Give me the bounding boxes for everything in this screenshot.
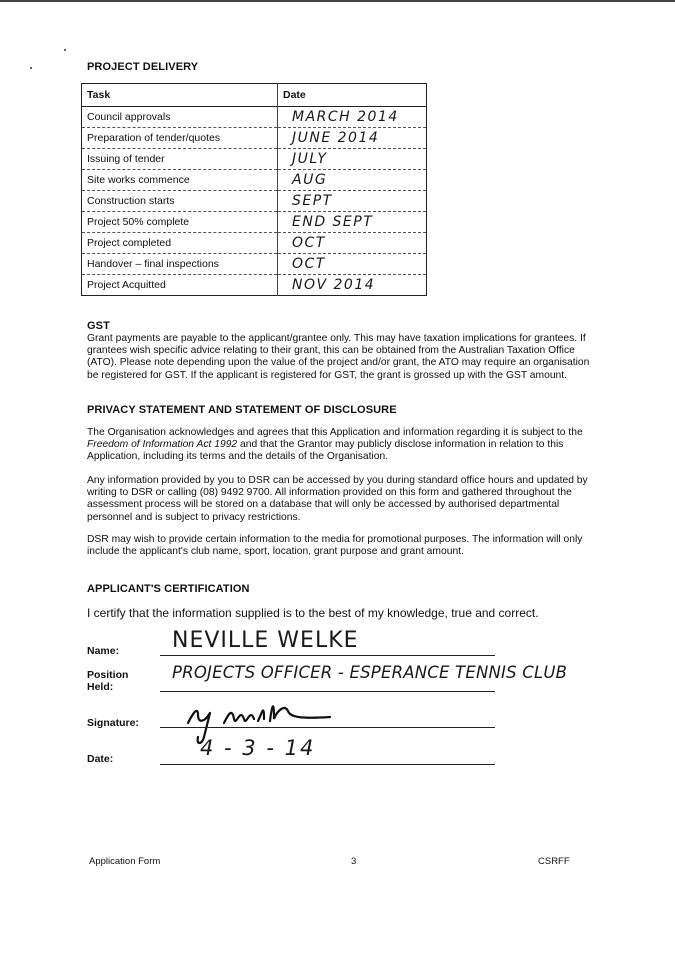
scan-speck xyxy=(64,49,66,51)
date-cell[interactable]: AUG xyxy=(278,170,427,191)
name-underline xyxy=(160,655,495,656)
position-underline xyxy=(160,691,495,692)
table-row xyxy=(82,254,427,275)
privacy-paragraph-2: Any information provided by you to DSR can be accessed by you during standard office hours and updated by writing to DSR or calling (08) 9492 9700. All information provided on this form and gathered throughout the assessment process will be stored on a database that will only be accessed by authorised departmental personnel and is subject to privacy restrictions. xyxy=(87,475,588,523)
task-cell: Project 50% complete xyxy=(82,212,278,233)
date-label: Date: xyxy=(87,753,114,765)
privacy-text: and that the Grantor may publicly disclose information in relation to this Application, including its terms and the details of the Organisation. xyxy=(87,439,564,463)
task-cell: Project Acquitted xyxy=(82,275,278,296)
foi-act-title: Freedom of Information Act 1992 xyxy=(87,439,238,451)
task-cell: Project completed xyxy=(82,233,278,254)
name-value[interactable]: NEVILLE WELKE xyxy=(172,628,359,653)
date-underline xyxy=(160,764,495,765)
task-cell: Site works commence xyxy=(82,170,278,191)
certification-title: APPLICANT'S CERTIFICATION xyxy=(87,583,250,595)
certification-statement: I certify that the information supplied is to the best of my knowledge, true and correct. xyxy=(87,606,539,620)
task-cell: Construction starts xyxy=(82,191,278,212)
footer-page-number: 3 xyxy=(351,856,357,867)
date-cell[interactable]: END SEPT xyxy=(278,212,427,233)
footer-program-code: CSRFF xyxy=(538,856,570,867)
date-cell[interactable]: OCT xyxy=(278,254,427,275)
table-header-row xyxy=(82,84,427,107)
table-row xyxy=(82,107,427,128)
date-cell[interactable]: OCT xyxy=(278,233,427,254)
page-top-border xyxy=(0,0,675,2)
task-cell: Preparation of tender/quotes xyxy=(82,128,278,149)
privacy-text: The Organisation acknowledges and agrees that this Application and information regarding it is subject to the xyxy=(87,427,583,438)
table-row xyxy=(82,233,427,254)
table-row xyxy=(82,191,427,212)
project-delivery-table xyxy=(81,83,427,296)
table-row xyxy=(82,275,427,296)
project-delivery-title: PROJECT DELIVERY xyxy=(87,61,199,73)
privacy-title: PRIVACY STATEMENT AND STATEMENT OF DISCLOSURE xyxy=(87,404,397,416)
date-cell[interactable]: JULY xyxy=(278,149,427,170)
privacy-paragraph-1 xyxy=(87,427,592,464)
task-column-header: Task xyxy=(82,84,278,107)
position-label-line-1: Position xyxy=(87,669,129,681)
signature-label: Signature: xyxy=(87,717,139,729)
table-row xyxy=(82,149,427,170)
footer-form-name: Application Form xyxy=(89,856,161,867)
task-cell: Handover – final inspections xyxy=(82,254,278,275)
position-label xyxy=(87,669,128,693)
gst-title: GST xyxy=(87,320,110,332)
position-label-line-2: Held: xyxy=(87,681,114,693)
name-label: Name: xyxy=(87,645,120,657)
table-row xyxy=(82,170,427,191)
date-cell[interactable]: MARCH 2014 xyxy=(278,107,427,128)
table-row xyxy=(82,212,427,233)
table-row xyxy=(82,128,427,149)
task-cell: Issuing of tender xyxy=(82,149,278,170)
position-value[interactable]: PROJECTS OFFICER - ESPERANCE TENNIS CLUB xyxy=(172,663,568,682)
date-cell[interactable]: SEPT xyxy=(278,191,427,212)
scan-speck xyxy=(30,67,32,69)
date-cell[interactable]: JUNE 2014 xyxy=(278,128,427,149)
gst-paragraph: Grant payments are payable to the applicant/grantee only. This may have taxation implications for grantees. If grantees wish specific advice relating to their grant, this can be obtained from the Australian Taxation Office (ATO). Please note depending upon the value of the project and/or grant, the ATO may require an organisation be registered for GST. If the applicant is registered for GST, the grant is grossed up with the GST amount. xyxy=(87,333,590,381)
date-cell[interactable]: NOV 2014 xyxy=(292,277,376,293)
signature-underline xyxy=(160,727,495,728)
date-column-header: Date xyxy=(278,84,427,107)
date-value[interactable]: 4 - 3 - 14 xyxy=(200,736,316,760)
privacy-paragraph-3: DSR may wish to provide certain information to the media for promotional purposes. The information will only include the applicant's club name, sport, location, grant purpose and grant amount. xyxy=(87,534,583,558)
task-cell: Council approvals xyxy=(82,107,278,128)
